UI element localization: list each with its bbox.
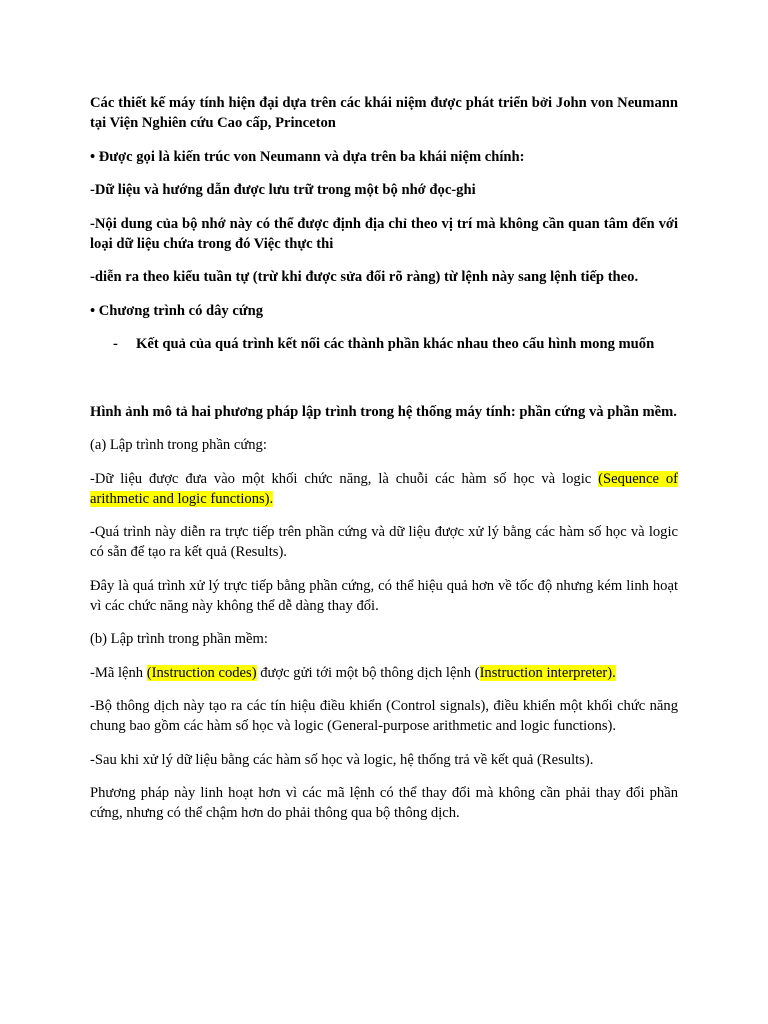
highlight-instruction-codes: (Instruction codes) [146, 664, 257, 681]
hardware-paragraph-1-text: -Dữ liệu được đưa vào một khối chức năng, là chuỗi các hàm số học và logic [90, 470, 599, 487]
concept-stored-memory: -Dữ liệu và hướng dẫn được lưu trữ trong một bộ nhớ đọc-ghi [90, 182, 476, 198]
bullet-von-neumann: • Được gọi là kiến trúc von Neumann và dựa trên ba khái niệm chính: [90, 148, 525, 165]
highlight-instruction-interpreter: Instruction interpreter). [479, 664, 616, 681]
concept-sequential-execution: -diễn ra theo kiểu tuần tự (trừ khi được sửa đổi rõ ràng) từ lệnh này sang lệnh tiếp theo. [90, 269, 639, 285]
software-paragraph-1-pre: -Mã lệnh [90, 664, 147, 681]
bullet-hardwired-program: • Chương trình có dây cứng [90, 302, 264, 319]
hardware-paragraph-3: Đây là quá trình xử lý trực tiếp bằng phần cứng, có thể hiệu quả hơn về tốc độ nhưng kém linh hoạt vì các chức năng này không thể dễ dàng thay đổi. [90, 577, 678, 614]
section-heading: Hình ảnh mô tả hai phương pháp lập trình trong hệ thống máy tính: phần cứng và phần mềm. [90, 403, 677, 420]
software-title: (b) Lập trình trong phần mềm: [90, 631, 268, 647]
software-paragraph-1-mid: được gửi tới một bộ thông dịch lệnh ( [256, 664, 480, 681]
software-paragraph-3: -Sau khi xử lý dữ liệu bằng các hàm số học và logic, hệ thống trả về kết quả (Results). [90, 751, 594, 768]
section-gap [90, 368, 678, 402]
intro-paragraph: Các thiết kế máy tính hiện đại dựa trên các khái niệm được phát triển bởi John von Neumann tại Viện Nghiên cứu Cao cấp, Princeton [90, 95, 678, 131]
sub-item-hardwired-result [90, 334, 678, 354]
software-paragraph-1 [90, 663, 678, 683]
hardware-paragraph-1 [90, 469, 678, 509]
software-paragraph-2: -Bộ thông dịch này tạo ra các tín hiệu điều khiển (Control signals), điều khiển một khối chức năng chung bao gồm các hàm số học và logic (General-purpose arithmetic and logic functions). [90, 698, 678, 734]
sub-item-text: Kết quả của quá trình kết nối các thành phần khác nhau theo cấu hình mong muốn [136, 336, 655, 352]
software-paragraph-4: Phương pháp này linh hoạt hơn vì các mã lệnh có thể thay đổi mà không cần phải thay đổi phần cứng, nhưng có thể chậm hơn do phải thông qua bộ thông dịch. [90, 785, 678, 821]
highlight-sequence-functions: (Sequence of arithmetic and logic functions). [90, 470, 678, 507]
dash-marker: - [113, 336, 118, 352]
hardware-title: (a) Lập trình trong phần cứng: [90, 437, 267, 453]
concept-addressable-memory: -Nội dung của bộ nhớ này có thể được định địa chỉ theo vị trí mà không cần quan tâm đến với loại dữ liệu chứa trong đó Việc thực thi [90, 215, 678, 252]
hardware-paragraph-2: -Quá trình này diễn ra trực tiếp trên phần cứng và dữ liệu được xử lý bằng các hàm số học và logic có sẵn để tạo ra kết quả (Results). [90, 524, 678, 560]
document-page [90, 93, 678, 837]
